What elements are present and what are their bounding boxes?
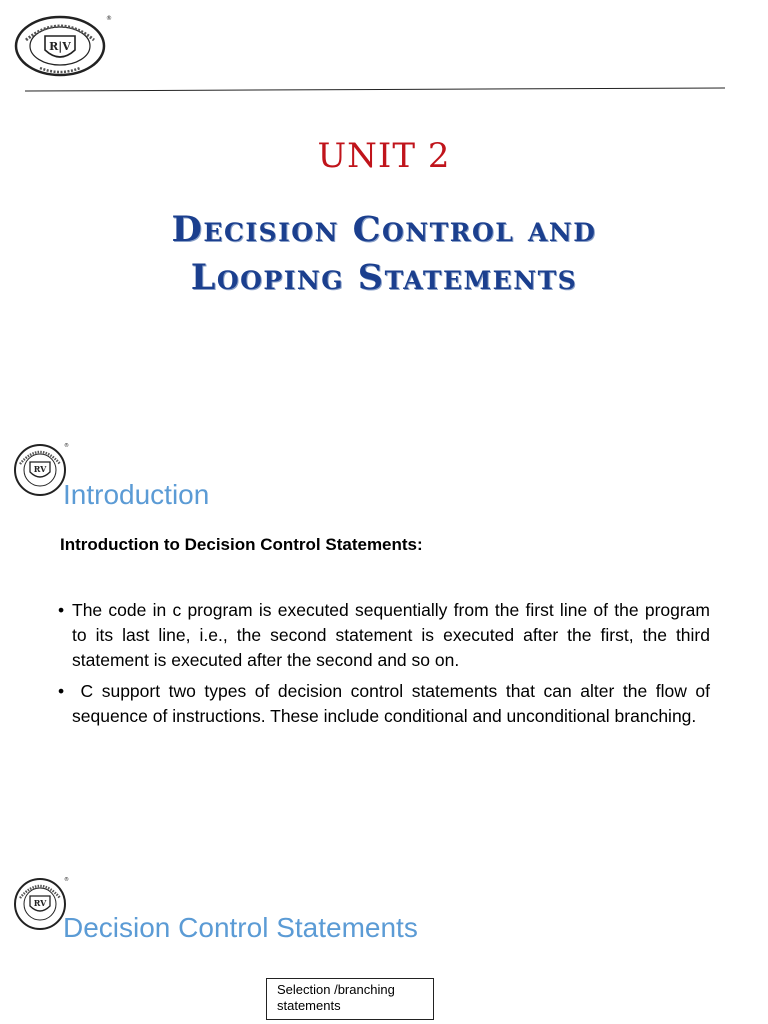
intro-subheading: Introduction to Decision Control Statements: [60, 535, 423, 554]
decision-control-heading: Decision Control Statements [63, 912, 418, 943]
unit-title: UNIT 2 [317, 136, 451, 176]
rv-logo [14, 14, 110, 76]
intro-bullet-list [58, 598, 715, 735]
list-item [58, 598, 710, 673]
presentation-title [60, 206, 708, 302]
introduction-heading: Introduction [63, 479, 210, 510]
title-line-1: Decision Control and [171, 209, 597, 250]
bullet-dot: • [58, 600, 65, 620]
svg-text:®: ® [64, 877, 69, 883]
box-line-2: statements [277, 998, 341, 1013]
header-divider [25, 87, 725, 91]
list-item [58, 679, 715, 729]
title-line-2: Looping Statements [190, 257, 578, 298]
svg-text:®: ® [106, 15, 112, 22]
svg-text:R|V: R|V [49, 40, 71, 53]
box-line-1: Selection /branching [277, 982, 395, 997]
selection-branching-box [266, 978, 434, 1020]
svg-text:®: ® [64, 443, 69, 449]
bullet-text: C support two types of decision control statements that can alter the flow of sequence of instructions. These include conditional and unconditional branching. [72, 681, 715, 726]
svg-text:RV: RV [33, 464, 47, 474]
svg-text:RV: RV [33, 898, 47, 908]
bullet-text: The code in c program is executed sequentially from the first line of the program to its last line, i.e., the second statement is executed after the first, the third statement is executed after the second and so on. [72, 600, 710, 670]
bullet-dot: • [58, 681, 65, 701]
